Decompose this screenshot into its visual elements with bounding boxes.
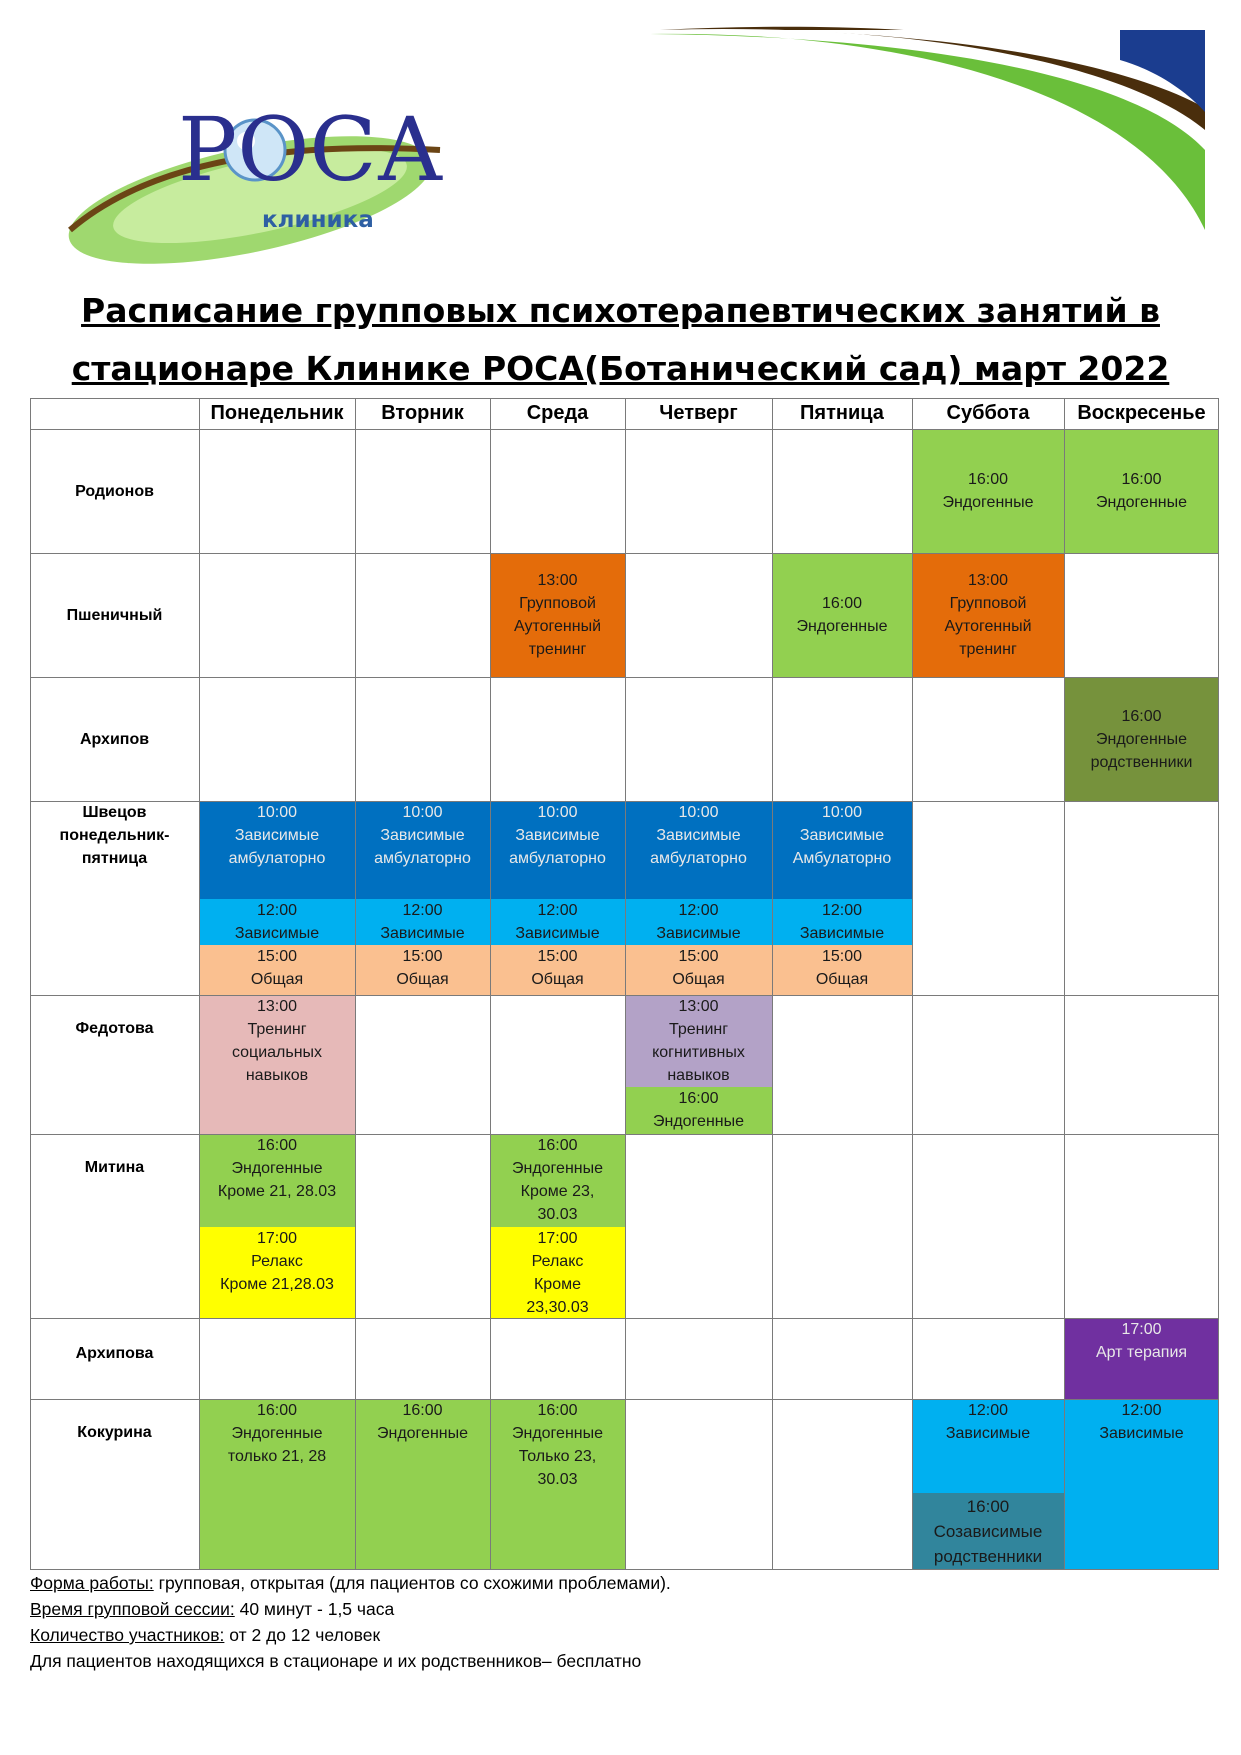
cell-text-line: Зависимые [234, 827, 320, 844]
cell-text-line: Эндогенные [1095, 730, 1188, 748]
session-cell [490, 1134, 625, 1227]
footer-form-text: групповая, открытая (для пациентов со схожими проблемами). [153, 1573, 671, 1593]
session-cell [625, 1087, 772, 1134]
cell-text-line: Эндогенные [796, 618, 888, 635]
cell-text-line: Зависимые [515, 925, 600, 942]
cell-text-line: Аутогенный [944, 618, 1032, 635]
header-art [0, 0, 1241, 270]
table-grid-line [30, 553, 1219, 554]
session-cell [490, 801, 625, 899]
cell-text-line: 12:00 [537, 902, 578, 919]
cell-text-line: понедельник- [59, 827, 170, 844]
cell-text-line: 16:00 [402, 1402, 443, 1419]
cell-text-line: 16:00 [678, 1090, 719, 1107]
session-cell [912, 553, 1064, 677]
cell-text-line: 16:00 [967, 471, 1009, 488]
table-grid-line [490, 398, 491, 1570]
cell-text-line: 17:00 [537, 1230, 578, 1247]
cell-text-line: 10:00 [678, 804, 719, 821]
cell-text-line: 16:00 [966, 1497, 1010, 1516]
cell-text-line: Эндогенные [511, 1160, 604, 1177]
footer-notes [30, 1570, 671, 1674]
cell-text-line: тренинг [528, 641, 587, 658]
session-cell [355, 801, 490, 899]
session-cell [1064, 1399, 1219, 1570]
cell-text-line: Общая [531, 971, 584, 988]
cell-text-line: навыков [667, 1067, 730, 1084]
cell-text-line: 12:00 [821, 902, 863, 919]
cell-text-line: Зависимые [234, 925, 320, 942]
cell-text-line: Архипов [79, 730, 150, 748]
session-cell [772, 801, 912, 899]
cell-text-line: Эндогенные [1095, 494, 1188, 511]
table-grid-line [30, 1134, 1219, 1135]
day-header: Суббота [946, 402, 1030, 424]
table-grid-line [30, 1399, 1219, 1400]
cell-text-line: когнитивных [652, 1044, 745, 1061]
day-header: Вторник [381, 402, 464, 424]
cell-text-line: 15:00 [402, 948, 443, 965]
session-cell [625, 899, 772, 945]
therapist-name [30, 1134, 199, 1318]
cell-text-line: 13:00 [537, 572, 578, 589]
cell-text-line: 12:00 [1121, 1402, 1162, 1419]
cell-text-line: 12:00 [967, 1402, 1009, 1419]
cell-text-line: Релакс [251, 1253, 303, 1270]
footer-count-text: от 2 до 12 человек [224, 1625, 381, 1645]
cell-text-line: Общая [250, 971, 304, 988]
cell-text-line: 30.03 [537, 1471, 578, 1488]
cell-text-line: 13:00 [678, 998, 719, 1015]
session-cell [199, 945, 355, 995]
cell-text-line: Арт терапия [1095, 1344, 1188, 1361]
cell-text-line: Зависимые [1099, 1425, 1184, 1442]
session-cell [490, 945, 625, 995]
cell-text-line: Групповой [949, 595, 1027, 612]
therapist-name [30, 1399, 199, 1570]
cell-text-line: 16:00 [537, 1402, 578, 1419]
cell-text-line: Федотова [75, 1020, 154, 1037]
cell-text-line: 16:00 [537, 1137, 578, 1154]
table-grid-line [772, 398, 773, 1570]
therapist-name [30, 801, 199, 995]
cell-text-line: 17:00 [1121, 1321, 1162, 1338]
table-grid-line [30, 398, 31, 1570]
session-cell [625, 801, 772, 899]
table-grid-line [1218, 398, 1219, 1570]
cell-text-line: Общая [672, 971, 725, 988]
cell-text-line: 16:00 [1121, 471, 1162, 488]
session-cell [199, 1227, 355, 1318]
cell-text-line: Созависимые [933, 1522, 1043, 1541]
session-cell [1064, 1318, 1219, 1399]
session-cell [199, 1399, 355, 1570]
cell-text-line: 15:00 [678, 948, 719, 965]
day-header: Пятница [800, 402, 884, 424]
cell-text-line: Зависимые [380, 925, 465, 942]
cell-text-line: 16:00 [821, 595, 863, 612]
day-header: Четверг [659, 402, 738, 424]
cell-text-line: Швецов [82, 804, 147, 821]
session-cell [490, 553, 625, 677]
table-grid-line [912, 398, 913, 1570]
cell-text-line: Общая [815, 971, 869, 988]
table-grid-line [30, 801, 1219, 802]
cell-text-line: родственники [933, 1547, 1043, 1566]
cell-text-line: 10:00 [537, 804, 578, 821]
cell-text-line: Эндогенные [231, 1160, 323, 1177]
therapist-name [30, 677, 199, 801]
table-grid-line [625, 398, 626, 1570]
cell-text-line: амбулаторно [374, 850, 471, 867]
cell-text-line: амбулаторно [228, 850, 326, 867]
decorative-swoosh [650, 27, 1205, 230]
footer-time-text: 40 минут - 1,5 часа [234, 1599, 395, 1619]
footer-form [30, 1570, 671, 1596]
cell-text-line: 16:00 [256, 1402, 298, 1419]
cell-text-line: амбулаторно [650, 850, 747, 867]
cell-text-line: Зависимые [945, 1425, 1031, 1442]
schedule-table [30, 398, 1219, 1570]
cell-text-line: 16:00 [256, 1137, 298, 1154]
cell-text-line: 12:00 [678, 902, 719, 919]
session-cell [355, 1399, 490, 1570]
therapist-name [30, 1318, 199, 1399]
cell-text-line: Эндогенные [376, 1425, 469, 1442]
cell-text-line: Эндогенные [652, 1113, 745, 1130]
cell-text-line: Зависимые [515, 827, 600, 844]
cell-text-line: тренинг [959, 641, 1017, 658]
cell-text-line: 13:00 [967, 572, 1009, 589]
cell-text-line: только 21, 28 [227, 1448, 327, 1465]
session-cell [199, 1134, 355, 1227]
cell-text-line: Тренинг [247, 1021, 307, 1038]
footer-free [30, 1648, 671, 1674]
session-cell [199, 801, 355, 899]
footer-time [30, 1596, 671, 1622]
cell-text-line: родственники [1090, 753, 1193, 771]
cell-text-line: Архипова [75, 1345, 154, 1362]
cell-text-line: Зависимые [799, 827, 885, 844]
session-cell [772, 899, 912, 945]
footer-form-label: Форма работы: [30, 1573, 154, 1593]
cell-text-line: Амбулаторно [792, 850, 892, 867]
cell-text-line: Зависимые [656, 827, 741, 844]
page-title [0, 282, 1241, 398]
cell-text-line: 10:00 [821, 804, 863, 821]
cell-text-line: 13:00 [256, 998, 298, 1015]
session-cell [625, 945, 772, 995]
table-grid-line [30, 995, 1219, 996]
table-grid-line [30, 398, 1219, 399]
session-cell [490, 1399, 625, 1570]
title-line-1: Расписание групповых психотерапевтических занятий в [81, 291, 1160, 330]
cell-text-line: 10:00 [402, 804, 443, 821]
cell-text-line: 15:00 [256, 948, 298, 965]
therapist-name [30, 995, 199, 1134]
cell-text-line: Кроме 21,28.03 [220, 1276, 334, 1293]
session-cell [1064, 677, 1219, 801]
cell-text-line: Родионов [75, 482, 154, 500]
cell-text-line: Кроме [533, 1276, 581, 1293]
table-grid-line [199, 398, 200, 1570]
cell-text-line: Зависимые [656, 925, 741, 942]
cell-text-line: амбулаторно [509, 850, 606, 867]
cell-text-line: Кроме 23, [520, 1183, 595, 1200]
footer-count-label: Количество участников: [30, 1625, 225, 1645]
session-cell [490, 899, 625, 945]
session-cell [912, 1493, 1064, 1570]
cell-text-line: 30.03 [537, 1206, 578, 1223]
cell-text-line: Тренинг [668, 1021, 729, 1038]
cell-text-line: 12:00 [256, 902, 298, 919]
logo-subtitle: клиника [262, 207, 374, 233]
session-cell [199, 899, 355, 945]
day-header: Понедельник [210, 402, 344, 424]
cell-text-line: Только 23, [518, 1448, 597, 1465]
therapist-name [30, 553, 199, 677]
day-header: Воскресенье [1077, 402, 1206, 424]
cell-text-line: Групповой [519, 595, 596, 612]
session-cell [912, 429, 1064, 553]
table-grid-line [355, 398, 356, 1570]
cell-text-line: Кроме 21, 28.03 [217, 1183, 337, 1200]
cell-text-line: Пшеничный [66, 606, 163, 624]
session-cell [772, 945, 912, 995]
cell-text-line: 12:00 [402, 902, 443, 919]
cell-text-line: 17:00 [256, 1230, 298, 1247]
cell-text-line: навыков [245, 1067, 309, 1084]
cell-text-line: Аутогенный [513, 618, 602, 635]
cell-text-line: 23,30.03 [526, 1299, 589, 1316]
cell-text-line: 10:00 [256, 804, 298, 821]
cell-text-line: Релакс [531, 1253, 584, 1270]
session-cell [1064, 429, 1219, 553]
cell-text-line: социальных [231, 1044, 323, 1061]
cell-text-line: Зависимые [380, 827, 465, 844]
cell-text-line: 16:00 [1121, 707, 1162, 725]
session-cell [355, 945, 490, 995]
table-grid-line [30, 429, 1219, 430]
cell-text-line: Эндогенные [942, 494, 1034, 511]
cell-text-line: пятница [81, 850, 148, 867]
logo-name: РОСА [178, 98, 444, 201]
cell-text-line: Кокурина [77, 1424, 152, 1441]
footer-free-text: Для пациентов находящихся в стационаре и их родственников– бесплатно [30, 1651, 642, 1671]
footer-time-label: Время групповой сессии: [30, 1599, 235, 1619]
session-cell [625, 995, 772, 1087]
cell-text-line: Эндогенные [231, 1425, 323, 1442]
cell-text-line: Зависимые [799, 925, 885, 942]
session-cell [199, 995, 355, 1134]
table-grid-line [30, 677, 1219, 678]
session-cell [355, 899, 490, 945]
cell-text-line: 15:00 [537, 948, 578, 965]
session-cell [772, 553, 912, 677]
cell-text-line: Общая [396, 971, 449, 988]
cell-text-line: Митина [84, 1159, 145, 1176]
day-header: Среда [526, 402, 589, 424]
therapist-name [30, 429, 199, 553]
session-cell [912, 1399, 1064, 1493]
cell-text-line: Эндогенные [511, 1425, 604, 1442]
title-line-2: стационаре Клинике РОСА(Ботанический сад) март 2022 [71, 349, 1170, 388]
footer-count [30, 1622, 671, 1648]
cell-text-line: 15:00 [821, 948, 863, 965]
session-cell [490, 1227, 625, 1318]
table-grid-line [1064, 398, 1065, 1570]
table-grid-line [30, 1318, 1219, 1319]
